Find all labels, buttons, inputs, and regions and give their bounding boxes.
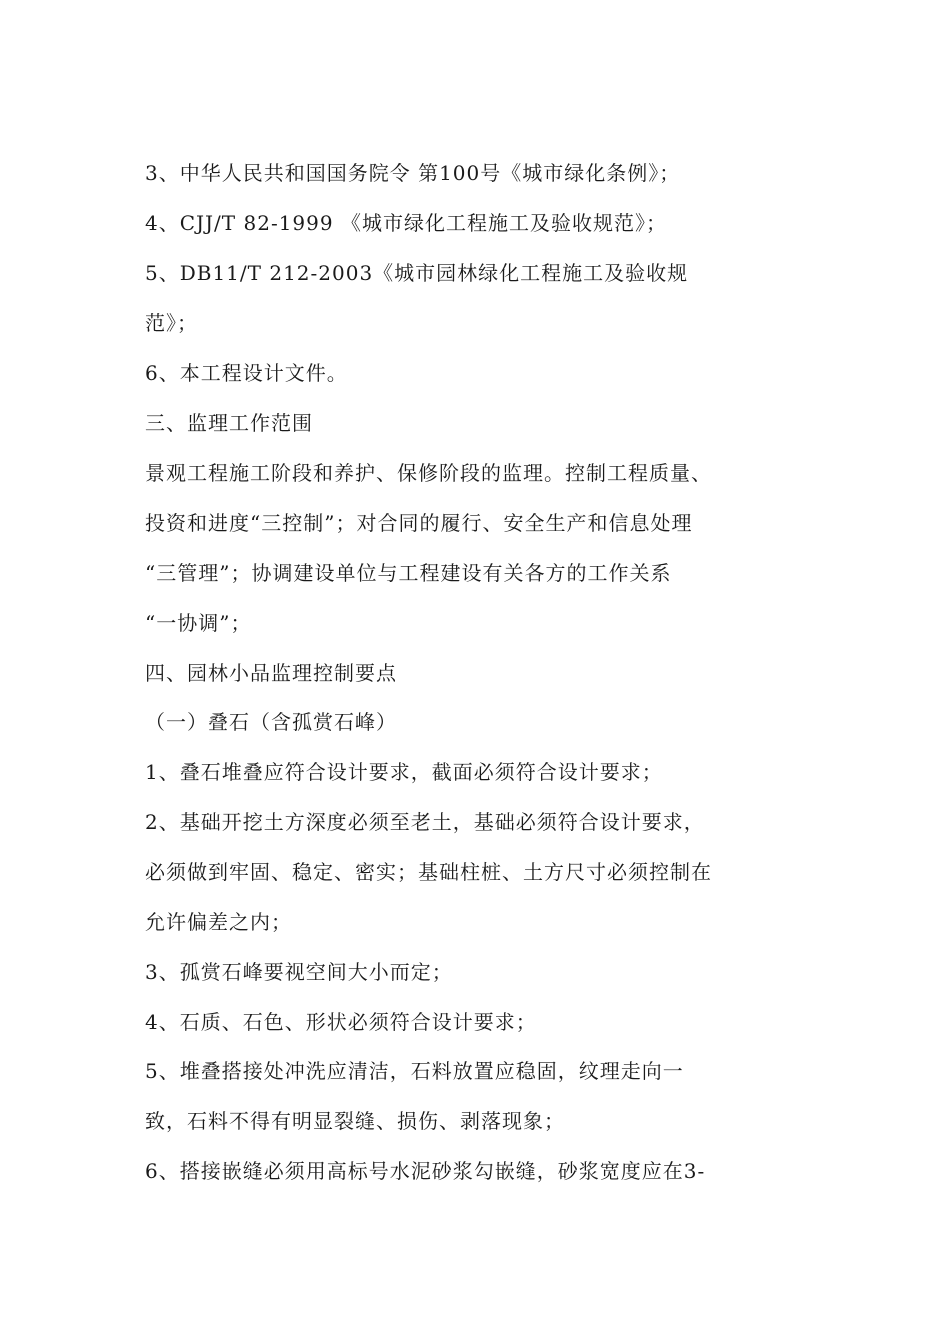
subsection-heading-rockery: （一）叠石（含孤赏石峰） [145,710,397,734]
reference-item-3: 3、中华人民共和国国务院令 第100号《城市绿化条例》； [145,161,681,185]
scope-paragraph-line-2: 投资和进度“三控制”；对合同的履行、安全生产和信息处理 [145,511,693,535]
section-heading-scope: 三、监理工作范围 [145,411,313,435]
rockery-item-5-line-2: 致，石料不得有明显裂缝、损伤、剥落现象； [145,1109,565,1133]
rockery-item-3: 3、孤赏石峰要视空间大小而定； [145,960,453,984]
rockery-item-4: 4、石质、石色、形状必须符合设计要求； [145,1010,537,1034]
rockery-item-2-line-3: 允许偏差之内； [145,910,292,934]
reference-item-4: 4、CJJ/T 82-1999 《城市绿化工程施工及验收规范》； [145,211,667,235]
reference-item-5: 5、DB11/T 212-2003《城市园林绿化工程施工及验收规 [145,261,689,285]
section-heading-control-points: 四、园林小品监理控制要点 [145,661,397,685]
scope-paragraph-line-3: “三管理”；协调建设单位与工程建设有关各方的工作关系 [145,561,672,585]
reference-item-6: 6、本工程设计文件。 [145,361,348,385]
scope-paragraph-line-4: “一协调”； [145,611,252,635]
rockery-item-2: 2、基础开挖土方深度必须至老土，基础必须符合设计要求， [145,810,705,834]
rockery-item-6: 6、搭接嵌缝必须用高标号水泥砂浆勾嵌缝，砂浆宽度应在3- [145,1159,706,1183]
rockery-item-2-line-2: 必须做到牢固、稳定、密实；基础柱桩、土方尺寸必须控制在 [145,860,712,884]
rockery-item-5: 5、堆叠搭接处冲洗应清洁，石料放置应稳固，纹理走向一 [145,1059,684,1083]
reference-item-5-continued: 范》； [145,311,198,335]
rockery-item-1: 1、叠石堆叠应符合设计要求，截面必须符合设计要求； [145,760,663,784]
scope-paragraph-line-1: 景观工程施工阶段和养护、保修阶段的监理。控制工程质量、 [145,461,712,485]
